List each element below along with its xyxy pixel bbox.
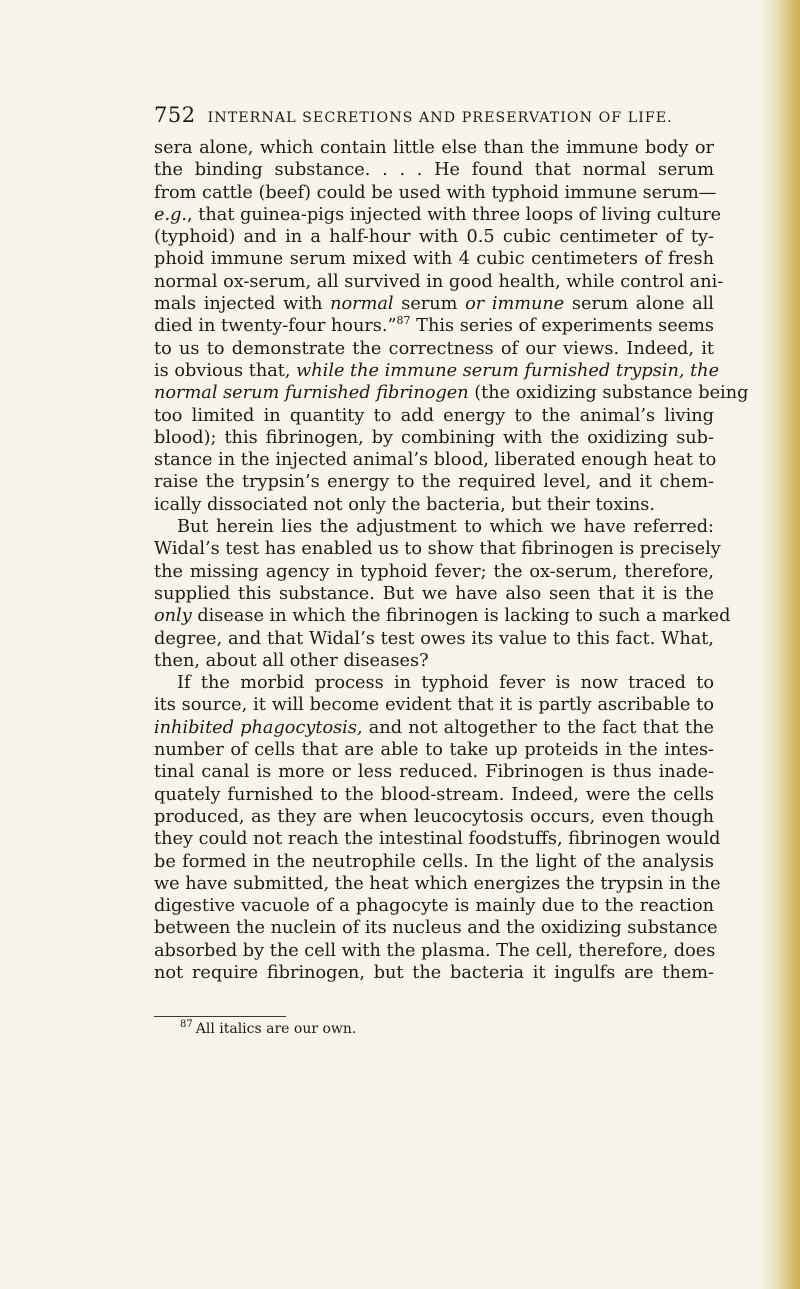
text-segment: disease in which the fibrinogen is lacking to such a marked: [191, 606, 731, 627]
page-edge-shadow: [760, 0, 800, 1289]
italic-eg: e.g.: [154, 204, 188, 225]
italic-inhibited-phagocytosis: inhibited phagocytosis,: [154, 717, 363, 738]
text-line: [154, 204, 722, 226]
text-line: sera alone, which contain little else than the immune body or: [154, 138, 714, 158]
text-segment: serum alone all: [564, 294, 714, 315]
text-segment: This series of experiments seems: [410, 316, 714, 337]
text-line: blood); this fibrinogen, by combining with the oxidizing sub-: [154, 427, 714, 448]
italic-normal: normal: [330, 294, 394, 315]
text-line: Widal’s test has enabled us to show that fibrinogen is precisely: [154, 539, 721, 560]
text-line: then, about all other diseases?: [154, 650, 429, 671]
italic-emphasis: while the immune serum furnished trypsin, the: [296, 360, 720, 381]
footnote-marker: 87: [180, 1019, 193, 1030]
text-line: we have submitted, the heat which energizes the trypsin in the: [154, 873, 721, 894]
text-segment: mals injected with: [154, 294, 331, 315]
footnote: [180, 1020, 356, 1038]
text-line: (typhoid) and in a half-hour with 0.5 cubic centimeter of ty-: [154, 227, 714, 248]
footnote-reference: 87: [396, 314, 411, 328]
text-line: too limited in quantity to add energy to the animal’s living: [154, 405, 714, 426]
text-segment: serum: [393, 294, 466, 315]
text-segment: (the oxidizing substance being: [468, 383, 749, 404]
body-text: [154, 137, 749, 984]
text-line: supplied this substance. But we have also seen that it is the: [154, 583, 714, 604]
text-line: absorbed by the cell with the plasma. The cell, therefore, does: [154, 940, 716, 961]
text-line: to us to demonstrate the correctness of our views. Indeed, it: [154, 338, 714, 359]
text-line: from cattle (beef) could be used with typhoid immune serum—: [154, 182, 717, 203]
text-line: its source, it will become evident that it is partly ascribable to: [154, 695, 714, 716]
text-line: digestive vacuole of a phagocyte is mainly due to the reaction: [154, 896, 714, 917]
text-line: [154, 293, 714, 315]
page-number: 752: [154, 103, 196, 127]
text-segment: , that guinea-pigs injected with three loops of living culture: [187, 204, 722, 225]
text-line: [154, 315, 714, 337]
text-line: produced, as they are when leucocytosis occurs, even though: [154, 806, 714, 827]
footnote-text: All italics are our own.: [195, 1021, 357, 1037]
running-title: INTERNAL SECRETIONS AND PRESERVATION OF LIFE.: [207, 110, 673, 126]
text-line: normal ox-serum, all survived in good health, while control ani-: [154, 271, 724, 292]
text-line: [154, 382, 749, 404]
text-line: But herein lies the adjustment to which we have referred:: [177, 517, 714, 538]
text-line: [154, 605, 731, 627]
text-line: tinal canal is more or less reduced. Fibrinogen is thus inade-: [154, 762, 714, 783]
running-header: [154, 103, 714, 129]
text-line: not require fibrinogen, but the bacteria it ingulfs are them-: [154, 962, 714, 983]
text-line: the binding substance. . . . He found that normal serum: [154, 160, 714, 181]
text-line: [154, 717, 714, 739]
text-line: be formed in the neutrophile cells. In the light of the analysis: [154, 851, 714, 872]
text-line: between the nuclein of its nucleus and the oxidizing substance: [154, 918, 718, 939]
text-segment: is obvious that,: [154, 360, 297, 381]
text-line: quately furnished to the blood-stream. Indeed, were the cells: [154, 784, 714, 805]
text-segment: died in twenty-four hours.”: [154, 316, 397, 337]
text-line: they could not reach the intestinal foodstuffs, fibrinogen would: [154, 829, 721, 850]
text-line: If the morbid process in typhoid fever is now traced to: [177, 673, 714, 694]
italic-emphasis: normal serum furnished fibrinogen: [154, 383, 469, 404]
text-line: number of cells that are able to take up proteids in the intes-: [154, 740, 714, 761]
italic-or-immune: or immune: [465, 294, 565, 315]
text-line: degree, and that Widal’s test owes its value to this fact. What,: [154, 628, 714, 649]
text-line: ically dissociated not only the bacteria, but their toxins.: [154, 494, 655, 515]
text-line: raise the trypsin’s energy to the required level, and it chem-: [154, 472, 714, 493]
text-line: the missing agency in typhoid fever; the ox-serum, therefore,: [154, 561, 714, 582]
text-line: phoid immune serum mixed with 4 cubic centimeters of fresh: [154, 249, 714, 270]
text-segment: and not altogether to the fact that the: [362, 717, 714, 738]
text-line: [154, 360, 720, 382]
footnote-divider: [154, 1016, 286, 1017]
text-line: stance in the injected animal’s blood, liberated enough heat to: [154, 450, 717, 471]
italic-only: only: [154, 606, 192, 627]
